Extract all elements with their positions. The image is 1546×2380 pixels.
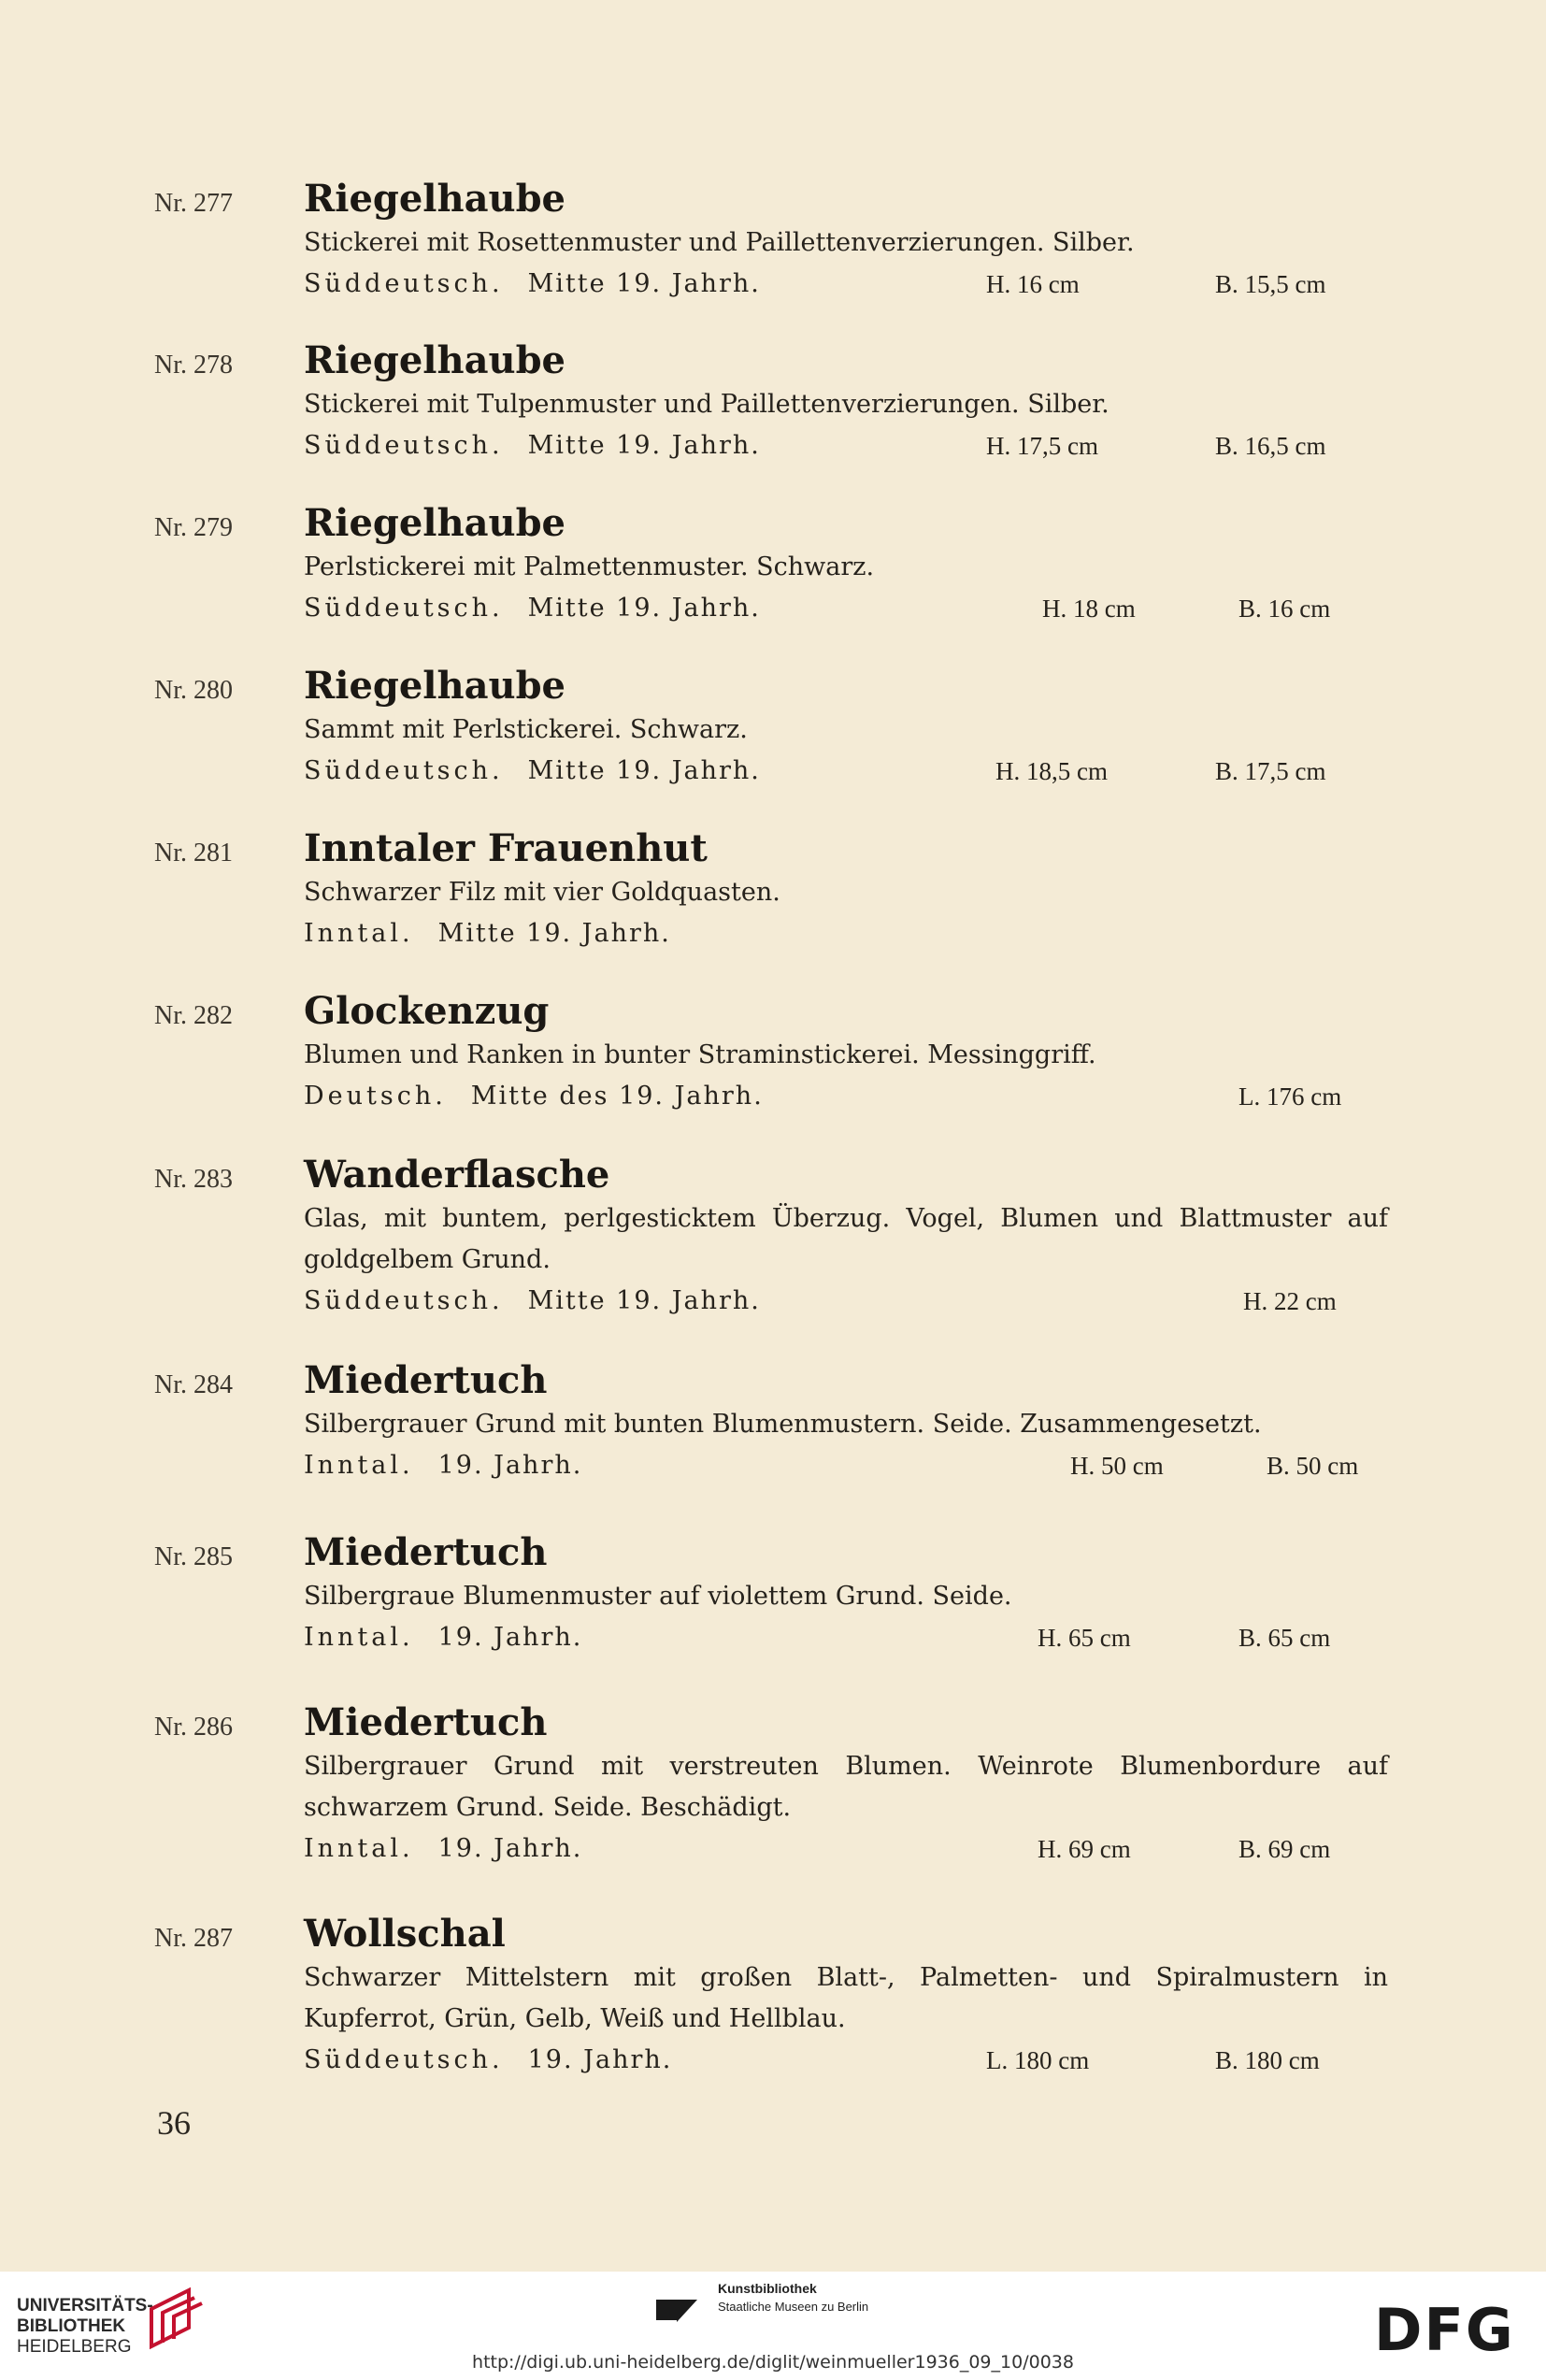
entry-meta [304, 1076, 1342, 1117]
entry-title: Riegelhaube [304, 664, 565, 708]
library-name-line1: UNIVERSITÄTS- [17, 2296, 153, 2315]
entry-width: B. 16,5 cm [1215, 432, 1326, 460]
entry-date: Mitte des 19. Jahrh. [470, 1082, 764, 1111]
entry-origin: Inntal. [304, 919, 414, 948]
entry-number: Nr. 282 [154, 1001, 233, 1030]
entry-length: L. 176 cm [1238, 1082, 1342, 1111]
entry-description: Glas, mit buntem, perlgesticktem Überzug. Vogel, Blumen und Blattmuster auf goldgelbem Grund. [304, 1204, 1388, 1274]
entry-description: Silbergraue Blumenmuster auf violettem Grund. Seide. [304, 1582, 1012, 1611]
entry-date: 19. Jahrh. [437, 1834, 583, 1863]
entry-height: H. 17,5 cm [986, 432, 1098, 460]
entry-description: Silbergrauer Grund mit verstreuten Blumen. Weinrote Blumenbordure auf schwarzem Grund. Seide. Beschädigt. [304, 1752, 1388, 1822]
entry-date: Mitte 19. Jahrh. [527, 594, 761, 623]
kunstbibliothek-icon [654, 2290, 707, 2331]
entry-number: Nr. 284 [154, 1370, 233, 1399]
entry-meta [304, 425, 1326, 466]
entry-description: Stickerei mit Rosettenmuster und Paillettenverzierungen. Silber. [304, 228, 1135, 257]
entry-width: B. 17,5 cm [1215, 757, 1326, 785]
entry-title: Miedertuch [304, 1530, 548, 1574]
entry-origin: Süddeutsch. [304, 756, 504, 785]
entry-date: Mitte 19. Jahrh. [527, 269, 761, 298]
entry-meta [304, 588, 1331, 629]
entry-height: H. 16 cm [986, 270, 1080, 298]
entry-description: Silbergrauer Grund mit bunten Blumenmustern. Seide. Zusammengesetzt. [304, 1410, 1262, 1439]
entry-title: Riegelhaube [304, 177, 565, 221]
entry-width: B. 15,5 cm [1215, 270, 1326, 298]
entry-width: B. 180 cm [1215, 2046, 1320, 2074]
entry-title: Riegelhaube [304, 501, 565, 545]
entry-origin: Süddeutsch. [304, 1286, 504, 1315]
entry-height: H. 18 cm [1042, 595, 1136, 623]
entry-description: Blumen und Ranken in bunter Straminstickerei. Messinggriff. [304, 1040, 1096, 1069]
entry-date: 19. Jahrh. [437, 1451, 583, 1480]
entry-meta [304, 1828, 1331, 1870]
entry-description: Stickerei mit Tulpenmuster und Paillettenverzierungen. Silber. [304, 390, 1109, 419]
kunstbibliothek-logo[interactable] [654, 2281, 991, 2337]
entry-number: Nr. 280 [154, 676, 233, 705]
entry-meta [304, 751, 1326, 792]
entry-number: Nr. 286 [154, 1713, 233, 1742]
entry-title: Miedertuch [304, 1700, 548, 1744]
entry-origin: Inntal. [304, 1451, 414, 1480]
entry-number: Nr. 285 [154, 1542, 233, 1571]
library-name-line3: HEIDELBERG [17, 2337, 132, 2357]
dfg-logo[interactable]: DFG [1374, 2296, 1515, 2364]
entry-date: Mitte 19. Jahrh. [437, 919, 671, 948]
entry-width: B. 16 cm [1238, 595, 1331, 623]
entry-number: Nr. 281 [154, 839, 233, 867]
entry-date: 19. Jahrh. [527, 2045, 673, 2074]
entry-height: H. 22 cm [1243, 1287, 1337, 1315]
library-mark-icon [142, 2281, 217, 2356]
entry-height: H. 18,5 cm [995, 757, 1108, 785]
source-url-link[interactable]: http://digi.ub.uni-heidelberg.de/diglit/weinmueller1936_09_10/0038 [472, 2352, 1074, 2373]
entry-meta [304, 1617, 1331, 1658]
entry-number: Nr. 283 [154, 1165, 233, 1194]
entry-number: Nr. 279 [154, 513, 233, 542]
entry-title: Wanderflasche [304, 1153, 610, 1197]
entry-length: L. 180 cm [986, 2046, 1090, 2074]
entry-meta [304, 1445, 1359, 1486]
entry-origin: Inntal. [304, 1834, 414, 1863]
entry-origin: Süddeutsch. [304, 594, 504, 623]
kunstbibliothek-name: Kunstbibliothek [718, 2281, 817, 2296]
entry-date: Mitte 19. Jahrh. [527, 431, 761, 460]
page-number: 36 [157, 2104, 191, 2142]
entry-width: B. 65 cm [1238, 1624, 1331, 1652]
entry-height: H. 69 cm [1038, 1835, 1131, 1863]
entry-title: Glockenzug [304, 989, 550, 1033]
entry-origin: Süddeutsch. [304, 269, 504, 298]
entry-title: Miedertuch [304, 1358, 548, 1402]
entry-number: Nr. 278 [154, 351, 233, 380]
entry-description: Schwarzer Mittelstern mit großen Blatt-, Palmetten- und Spiralmustern in Kupferrot, Grün, Gelb, Weiß und Hellblau. [304, 1963, 1388, 2033]
entry-meta [304, 264, 1326, 305]
entry-origin: Süddeutsch. [304, 431, 504, 460]
entry-number: Nr. 277 [154, 189, 233, 218]
entry-description: Schwarzer Filz mit vier Goldquasten. [304, 878, 780, 907]
entry-date: Mitte 19. Jahrh. [527, 756, 761, 785]
entry-title: Wollschal [304, 1912, 506, 1956]
entry-origin: Deutsch. [304, 1082, 447, 1111]
library-name-line2: BIBLIOTHEK [17, 2316, 126, 2336]
entry-meta [304, 2040, 1320, 2081]
entry-meta [304, 913, 671, 954]
entry-origin: Inntal. [304, 1623, 414, 1652]
entry-width: B. 69 cm [1238, 1835, 1331, 1863]
entry-height: H. 50 cm [1070, 1452, 1164, 1480]
entry-number: Nr. 287 [154, 1924, 233, 1953]
entry-date: 19. Jahrh. [437, 1623, 583, 1652]
entry-origin: Süddeutsch. [304, 2045, 504, 2074]
entry-date: Mitte 19. Jahrh. [527, 1286, 761, 1315]
entry-height: H. 65 cm [1038, 1624, 1131, 1652]
entry-meta [304, 1281, 1337, 1322]
entry-width: B. 50 cm [1267, 1452, 1359, 1480]
entry-title: Inntaler Frauenhut [304, 826, 708, 870]
entry-title: Riegelhaube [304, 338, 565, 382]
kunstbibliothek-subtitle: Staatliche Museen zu Berlin [718, 2300, 869, 2314]
entry-description: Sammt mit Perlstickerei. Schwarz. [304, 715, 748, 744]
entry-description: Perlstickerei mit Palmettenmuster. Schwarz. [304, 552, 875, 581]
